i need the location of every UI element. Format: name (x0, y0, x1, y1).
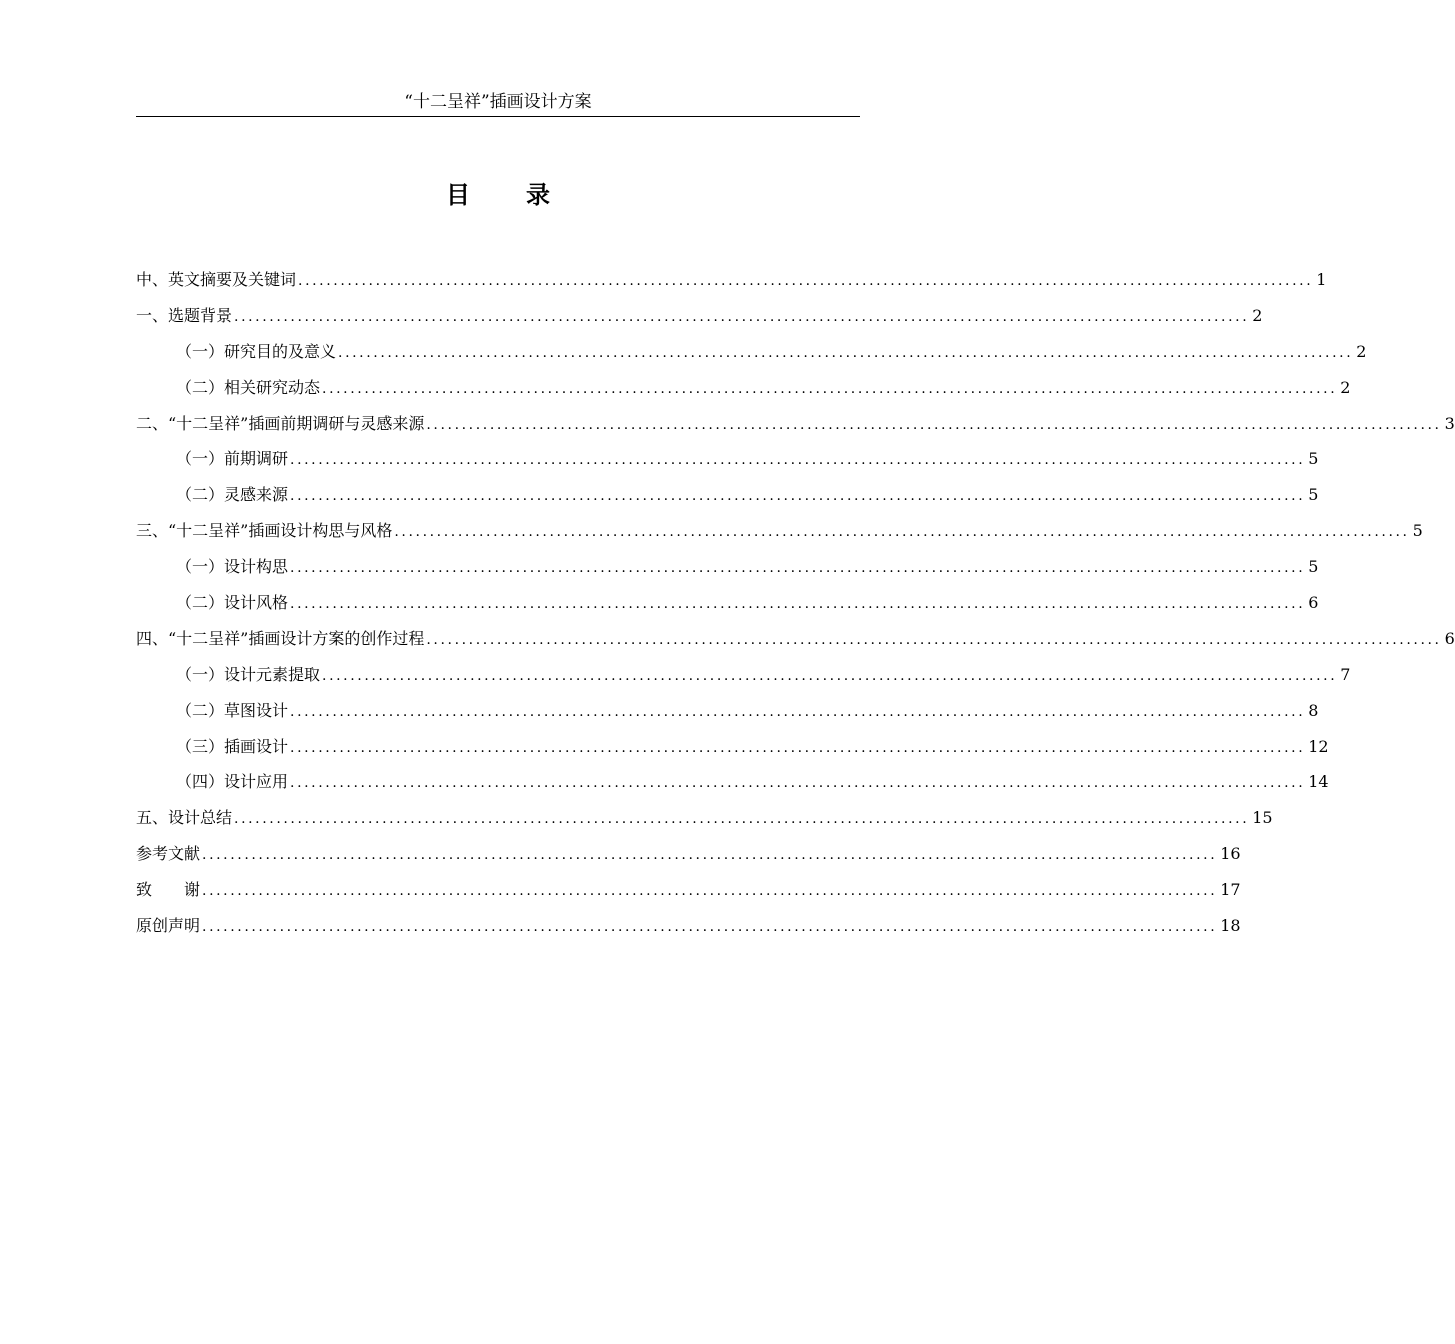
toc-entry-page: 17 (1220, 880, 1241, 900)
toc-entry-leader: ................................................................................................................................................ (290, 775, 1306, 792)
toc-entry-text: 五、设计总结 (136, 808, 233, 828)
toc-entry[interactable] (136, 908, 1241, 944)
toc-entry[interactable] (136, 693, 1319, 729)
toc-entry[interactable] (136, 406, 1455, 442)
toc-entry-text: 二、“十二呈祥”插画前期调研与灵感来源 (136, 413, 425, 433)
toc-entry-text: （三）插画设计 (176, 736, 289, 756)
toc-entry-leader: ................................................................................................................................................ (290, 703, 1306, 720)
toc-entry-page: 6 (1308, 593, 1319, 613)
toc-entry-leader: ................................................................................................................................................ (234, 811, 1250, 828)
toc-entry-page: 5 (1308, 449, 1319, 469)
toc-entry-page: 3 (1444, 413, 1455, 433)
toc-entry-text: （二）灵感来源 (176, 485, 289, 505)
toc-entry-text: （一）设计构思 (176, 557, 289, 577)
toc-entry[interactable] (136, 836, 1241, 872)
toc-entry-page: 18 (1220, 916, 1241, 936)
toc-entry-text: （二）草图设计 (176, 700, 289, 720)
toc-entry-leader: ................................................................................................................................................ (202, 847, 1218, 864)
toc-title-part2: 录 (526, 180, 550, 209)
toc-entry[interactable] (136, 657, 1351, 693)
toc-entry-leader: ................................................................................................................................................ (290, 739, 1306, 756)
toc-entry[interactable] (136, 549, 1319, 585)
toc-entry-page: 15 (1252, 808, 1273, 828)
toc-entry-text: 致 谢 (136, 880, 201, 900)
toc-entry[interactable] (136, 872, 1241, 908)
toc-entry-page: 2 (1356, 341, 1367, 361)
toc-list (136, 262, 1455, 944)
toc-entry-page: 7 (1340, 664, 1351, 684)
toc-entry-page: 16 (1220, 844, 1241, 864)
toc-entry-text: （一）研究目的及意义 (176, 341, 337, 361)
toc-entry[interactable] (136, 477, 1319, 513)
running-header (136, 90, 860, 117)
toc-entry-leader: ................................................................................................................................................ (202, 919, 1218, 936)
toc-entry[interactable] (136, 764, 1329, 800)
toc-entry-page: 8 (1308, 700, 1319, 720)
toc-entry-leader: ................................................................................................................................................ (290, 560, 1306, 577)
toc-entry[interactable] (136, 370, 1351, 406)
toc-entry-page: 1 (1316, 270, 1327, 289)
toc-entry[interactable] (136, 441, 1319, 477)
toc-entry-text: 三、“十二呈祥”插画设计构思与风格 (136, 521, 393, 541)
toc-entry[interactable] (136, 585, 1319, 621)
toc-entry-leader: ................................................................................................................................................ (202, 883, 1218, 900)
toc-entry-leader: ................................................................................................................................................ (298, 273, 1314, 289)
toc-entry-text: 中、英文摘要及关键词 (136, 270, 297, 289)
toc-entry[interactable] (136, 262, 1327, 298)
toc-title-part1: 目 (446, 180, 470, 209)
toc-entry-leader: ................................................................................................................................................ (290, 488, 1306, 505)
toc-entry-text: （二）设计风格 (176, 593, 289, 613)
toc-entry-leader: ................................................................................................................................................ (234, 308, 1250, 325)
toc-entry-leader: ................................................................................................................................................ (290, 452, 1306, 469)
toc-entry-page: 2 (1252, 305, 1263, 325)
toc-entry-text: （四）设计应用 (176, 772, 289, 792)
toc-entry-page: 5 (1308, 485, 1319, 505)
toc-entry-leader: ................................................................................................................................................ (290, 596, 1306, 613)
toc-entry-leader: ................................................................................................................................................ (322, 667, 1338, 684)
toc-title (136, 178, 860, 212)
toc-entry-text: （二）相关研究动态 (176, 377, 321, 397)
toc-entry-text: 四、“十二呈祥”插画设计方案的创作过程 (136, 628, 425, 648)
toc-entry-leader: ................................................................................................................................................ (338, 344, 1354, 361)
toc-entry-page: 5 (1412, 521, 1423, 541)
toc-entry-leader: ................................................................................................................................................ (426, 416, 1442, 433)
toc-entry-leader: ................................................................................................................................................ (394, 524, 1410, 541)
toc-entry[interactable] (136, 513, 1423, 549)
toc-entry[interactable] (136, 334, 1367, 370)
toc-entry-text: （一）设计元素提取 (176, 664, 321, 684)
running-header-title: “十二呈祥”插画设计方案 (404, 92, 592, 112)
toc-entry[interactable] (136, 621, 1455, 657)
toc-entry-page: 6 (1444, 628, 1455, 648)
toc-entry-text: （一）前期调研 (176, 449, 289, 469)
toc-entry-page: 5 (1308, 557, 1319, 577)
toc-entry-text: 参考文献 (136, 844, 201, 864)
toc-entry-page: 2 (1340, 377, 1351, 397)
toc-entry[interactable] (136, 298, 1263, 334)
toc-entry-text: 一、选题背景 (136, 305, 233, 325)
toc-entry[interactable] (136, 800, 1273, 836)
toc-entry-text: 原创声明 (136, 916, 201, 936)
toc-entry-page: 12 (1308, 736, 1329, 756)
toc-entry-leader: ................................................................................................................................................ (426, 631, 1442, 648)
toc-entry-leader: ................................................................................................................................................ (322, 380, 1338, 397)
toc-entry-page: 14 (1308, 772, 1329, 792)
toc-entry[interactable] (136, 729, 1329, 765)
